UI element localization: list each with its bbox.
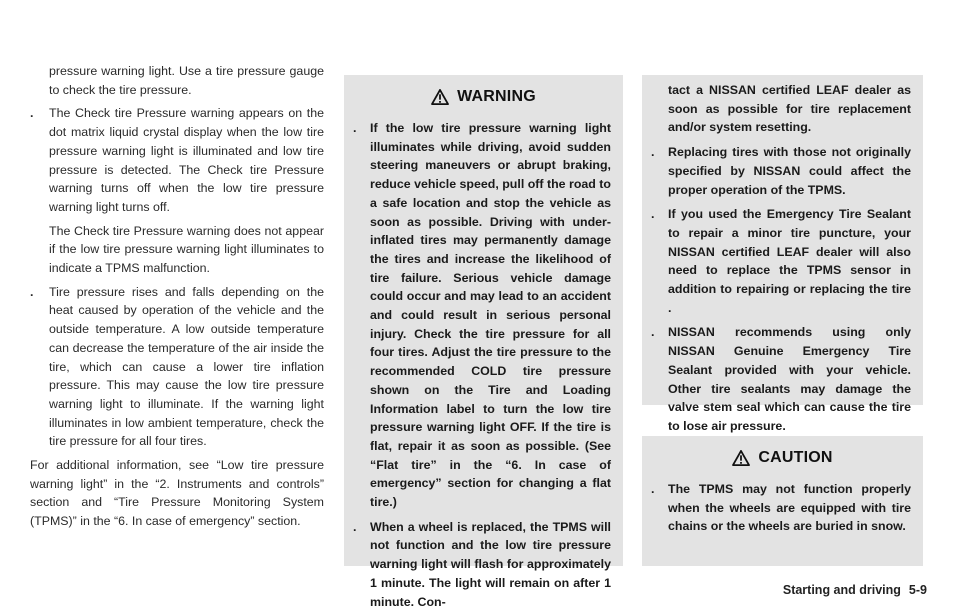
list-item-text: Tire pressure rises and falls depending on the heat caused by operation of the vehicle and the outside temperature. A low outside temperature can decrease the temperature of the air inside the tire, which can cause a lower tire inflation pressure. This may cause the low tire pressure warning light to illuminate. If the warning light illuminates in low ambient temperature, check the tire pressure for all four tires. — [49, 284, 324, 449]
caution-title: CAUTION — [758, 449, 833, 466]
page-number: 5-9 — [908, 583, 927, 597]
bullet-marker: . — [353, 121, 357, 135]
bullet-marker: . — [30, 106, 34, 121]
bullet-marker: . — [30, 284, 34, 299]
caution-triangle-icon — [732, 450, 750, 466]
caution-box — [642, 436, 923, 566]
warning-title: WARNING — [457, 88, 536, 105]
warning-item-text: NISSAN recommends using only NISSAN Genuine Emergency Tire Sealant provided with your vehicle. Other tire sealants may damage the valve stem seal which can cause the tire to lose air pressure. — [668, 325, 911, 433]
body-text-column — [30, 62, 324, 531]
section-name: Starting and driving — [782, 583, 901, 597]
warning-item-text: When a wheel is replaced, the TPMS will not function and the low tire pressure warning light will flash for approximately 1 minute. The light will remain on after 1 minute. Con- — [370, 519, 611, 609]
list-item-text: The Check tire Pressure warning appears on the dot matrix liquid crystal display when the low tire pressure warning light is illuminated and low tire pressure is detected. The Check tire Pressure warning turns off when the low tire pressure warning light turns off. — [49, 106, 324, 214]
page-footer — [783, 583, 927, 597]
warning-item-text: If the low tire pressure warning light illuminates while driving, avoid sudden steering maneuvers or abrupt braking, reduce vehicle speed, pull off the road to a safe location and stop the vehicle as soon as possible. Driving with under-inflated tires may permanently damage the tires and increase the likelihood of tire failure. Serious vehicle damage could occur and may lead to an accident and could result in serious personal injury. Check the tire pressure for all four tires. Adjust the tire pressure to the recommended COLD tire pressure shown on the Tire and Loading Information label to turn the low tire pressure warning light OFF. If the tire is flat, repair it as soon as possible. (See “Flat tire” in the “6. In case of emergency” section for changing a flat tire.) — [370, 121, 611, 510]
list-item — [642, 205, 923, 317]
list-item — [642, 480, 923, 536]
warning-box — [344, 75, 623, 609]
list-item — [344, 518, 623, 609]
list-item — [30, 283, 324, 451]
list-item-subparagraph: The Check tire Pressure warning does not appear if the low tire pressure warning light illuminates to indicate a TPMS malfunction. — [49, 223, 324, 276]
list-item — [30, 104, 324, 216]
list-item — [344, 119, 623, 512]
bullet-marker: . — [353, 519, 357, 534]
warning-box-continued — [642, 75, 923, 433]
warning-item-text: If you used the Emergency Tire Sealant to repair a minor tire puncture, your NISSAN certified LEAF dealer will also need to replace the TPMS sensor in addition to repairing or replacing the tire . — [668, 207, 911, 315]
list-item — [642, 323, 923, 435]
caution-item-text: The TPMS may not function properly when the wheels are equipped with tire chains or the wheels are buried in snow. — [668, 482, 911, 534]
warning-triangle-icon — [431, 89, 449, 105]
caution-header — [642, 436, 923, 480]
bullet-marker: . — [651, 145, 655, 160]
warning-continued-text: tact a NISSAN certified LEAF dealer as soon as possible for tire replacement and/or system resetting. — [668, 83, 911, 135]
list-item — [642, 143, 923, 199]
intro-paragraph: pressure warning light. Use a tire pressure gauge to check the tire pressure. — [49, 64, 324, 97]
closing-paragraph: For additional information, see “Low tire pressure warning light” in the “2. Instruments and controls” section and “Tire Pressure Monitoring System (TPMS)” in the “6. In case of emergency” section. — [30, 458, 324, 529]
warning-header — [344, 75, 623, 119]
bullet-marker: . — [651, 207, 655, 222]
warning-item-text: Replacing tires with those not originally specified by NISSAN could affect the proper operation of the TPMS. — [668, 145, 911, 197]
bullet-marker: . — [651, 325, 655, 340]
bullet-marker: . — [651, 482, 655, 496]
